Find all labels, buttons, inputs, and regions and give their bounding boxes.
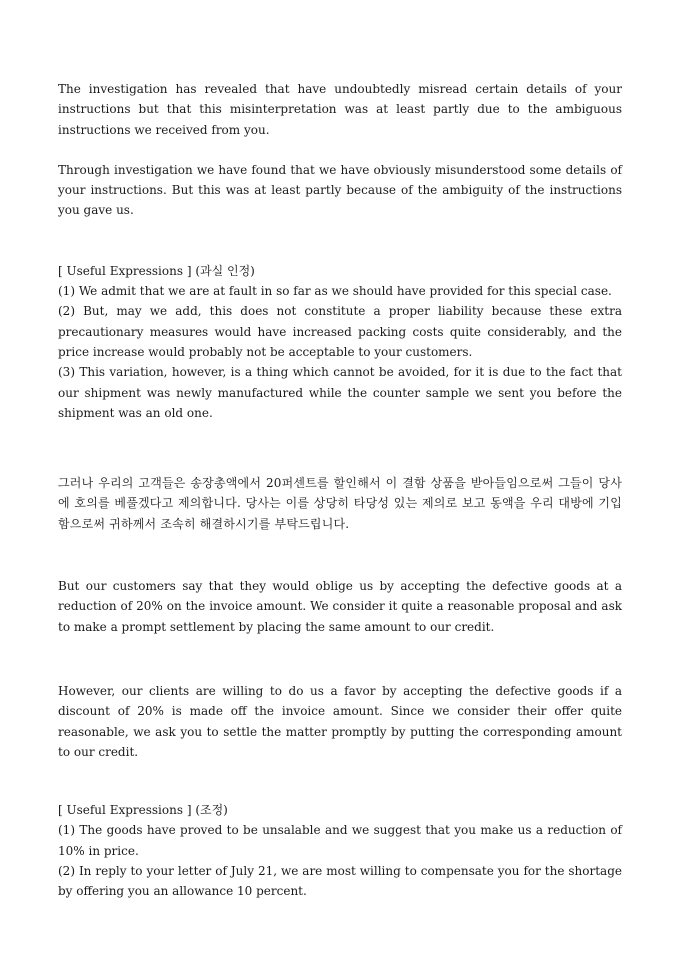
paragraph-customers-oblige: But our customers say that they would oblige us by accepting the defective goods at a reduction of 20% on the invoice amount. We consider it quite a reasonable proposal and ask to make a prompt settlement by placing the same amount to our credit. <box>58 579 622 634</box>
list-item: (1) We admit that we are at fault in so far as we should have provided for this special case. <box>58 284 612 299</box>
list-item: (2) In reply to your letter of July 21, we are most willing to compensate you for the shortage by offering you an allowance 10 percent. <box>58 864 622 899</box>
section-heading: [ Useful Expressions ] (과실 인정) <box>58 263 255 278</box>
list-item: (2) But, may we add, this does not constitute a proper liability because these extra precautionary measures would have increased packing costs quite considerably, and the price increase would probably not be acceptable to your customers. <box>58 304 622 359</box>
paragraph-investigation-found: Through investigation we have found that we have obviously misunderstood some details of your instructions. But this was at least partly because of the ambiguity of the instructions you gave us. <box>58 162 622 218</box>
useful-expressions-fault <box>58 261 622 423</box>
document-page <box>58 79 622 902</box>
spacer <box>58 221 622 261</box>
paragraph-korean-customers: 그러나 우리의 고객들은 송장총액에서 20퍼센트를 할인해서 이 결함 상품을 받아들임으로써 그들이 당사에 호의를 베풀겠다고 제의합니다. 당사는 이를 상당히 타당성 있는 제의로 보고 동액을 우리 대방에 기입함으로써 귀하께서 조속히 해결하시기를 부탁드립니다. <box>58 476 622 531</box>
list-item: (3) This variation, however, is a thing which cannot be avoided, for it is due to the fact that our shipment was newly manufactured while the counter sample we sent you before the shipment was an old one. <box>58 365 622 420</box>
paragraph-investigation-revealed: The investigation has revealed that have undoubtedly misread certain details of your instructions but that this misinterpretation was at least partly due to the ambiguous instructions we received from you. <box>58 82 622 137</box>
section-heading: [ Useful Expressions ] (조정) <box>58 803 228 818</box>
spacer <box>58 423 622 473</box>
list-item: (1) The goods have proved to be unsalable and we suggest that you make us a reduction of 10% in price. <box>58 823 622 858</box>
spacer <box>58 534 622 576</box>
spacer <box>58 762 622 800</box>
spacer <box>58 140 622 160</box>
paragraph-clients-favor: However, our clients are willing to do us a favor by accepting the defective goods if a discount of 20% is made off the invoice amount. Since we consider their offer quite reasonable, we ask you to settle the matter promptly by putting the corresponding amount to our credit. <box>58 683 622 759</box>
spacer <box>58 637 622 681</box>
useful-expressions-adjustment <box>58 800 622 901</box>
